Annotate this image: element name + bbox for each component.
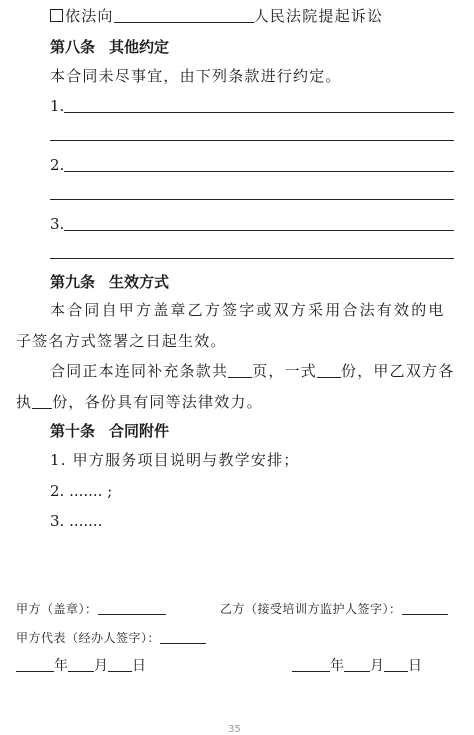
page-number: 35 — [228, 724, 241, 735]
article-9-p1-line1: 本合同自甲方盖章乙方签字或双方采用合法有效的电 — [50, 301, 446, 319]
article-title: 合同附件 — [109, 422, 170, 440]
article-9-heading — [50, 272, 169, 292]
day-label: 日 — [132, 658, 146, 674]
article-number: 第八条 — [50, 38, 96, 56]
year-label: 年 — [330, 658, 344, 674]
clause-text: 人民法院提起诉讼 — [253, 7, 384, 25]
party-b-sign-blank[interactable] — [402, 602, 448, 615]
other-term-2-blank[interactable] — [64, 171, 454, 172]
checkbox[interactable] — [50, 9, 63, 22]
attachment-item-2: 2. ....... ; — [50, 482, 113, 500]
month-blank[interactable] — [344, 656, 370, 672]
article-8-intro: 本合同未尽事宜，由下列条款进行约定。 — [50, 67, 342, 85]
text: 执 — [16, 393, 33, 411]
party-a-date — [16, 656, 146, 676]
party-a-label: 甲方（盖章）： — [16, 602, 98, 616]
other-term-3-blank-cont[interactable] — [50, 258, 454, 259]
article-9-p2-line1 — [50, 361, 454, 381]
month-blank[interactable] — [68, 656, 94, 672]
article-9-p1-line2: 子签名方式签署之日起生效。 — [16, 332, 227, 350]
text: 合同正本连同补充条款共 — [50, 362, 229, 380]
attachment-item-3: 3. ....... — [50, 512, 103, 530]
party-a-rep-label: 甲方代表（经办人签字）： — [16, 631, 161, 645]
party-b-label: 乙方（接受培训方监护人签字）： — [220, 602, 402, 616]
clause-text: 依法向 — [65, 7, 114, 25]
other-term-1-blank-cont[interactable] — [50, 140, 454, 141]
other-term-3-blank[interactable] — [64, 230, 454, 231]
copy-count-blank[interactable] — [317, 362, 341, 378]
text: 份，甲乙双方各 — [341, 362, 455, 380]
article-9-p2-line2 — [16, 392, 263, 412]
article-8-heading — [50, 37, 169, 57]
party-b-signature — [220, 599, 448, 619]
party-b-date — [292, 656, 422, 676]
article-title: 生效方式 — [109, 273, 170, 291]
party-a-rep-blank[interactable] — [160, 631, 206, 644]
article-10-heading — [50, 421, 169, 441]
party-a-seal-blank[interactable] — [98, 602, 166, 615]
party-a-rep-signature — [16, 628, 206, 648]
day-blank[interactable] — [108, 656, 132, 672]
year-blank[interactable] — [292, 656, 330, 672]
text: 页，一式 — [252, 362, 318, 380]
article-number: 第九条 — [50, 273, 96, 291]
attachment-item-1: 1. 甲方服务项目说明与教学安排； — [50, 451, 300, 469]
each-party-copies-blank[interactable] — [32, 393, 52, 409]
article-number: 第十条 — [50, 422, 96, 440]
article-title: 其他约定 — [109, 38, 170, 56]
year-blank[interactable] — [16, 656, 54, 672]
court-name-blank[interactable] — [114, 7, 254, 23]
party-a-signature — [16, 599, 166, 619]
month-label: 月 — [94, 658, 108, 674]
litigation-option — [50, 6, 383, 26]
text: 份，各份具有同等法律效力。 — [52, 393, 263, 411]
other-term-1-label: 1. — [50, 97, 65, 115]
other-term-1-blank[interactable] — [64, 112, 454, 113]
month-label: 月 — [370, 658, 384, 674]
year-label: 年 — [54, 658, 68, 674]
other-term-2-blank-cont[interactable] — [50, 199, 454, 200]
other-term-3-label: 3. — [50, 215, 65, 233]
day-label: 日 — [408, 658, 422, 674]
page-count-blank[interactable] — [228, 362, 252, 378]
day-blank[interactable] — [384, 656, 408, 672]
other-term-2-label: 2. — [50, 156, 65, 174]
